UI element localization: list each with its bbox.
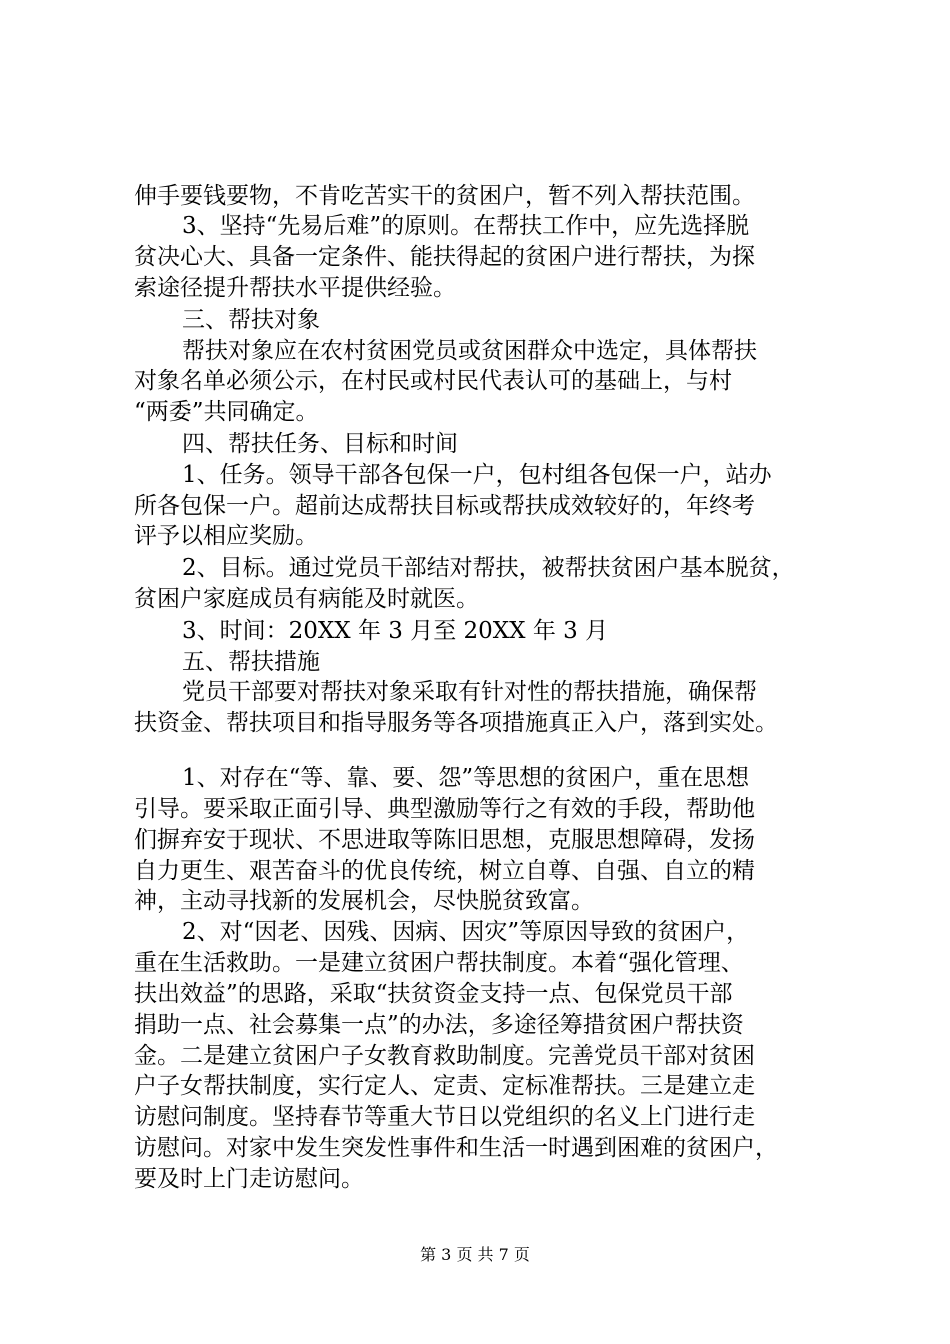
text-line: 伸手要钱要物，不肯吃苦实干的贫困户，暂不列入帮扶范围。: [134, 183, 755, 209]
text-line: 1、任务。领导干部各包保一户，包村组各包保一户，站办: [182, 462, 772, 488]
text-line: 五、帮扶措施: [182, 649, 320, 675]
text-line: 三、帮扶对象: [182, 307, 320, 333]
text-line: 们摒弃安于现状、不思进取等陈旧思想，克服思想障碍，发扬: [134, 827, 755, 853]
text-line: 对象名单必须公示，在村民或村民代表认可的基础上，与村: [134, 368, 732, 394]
text-line: 访慰问。对家中发生突发性事件和生活一时遇到困难的贫困户，: [134, 1135, 778, 1161]
text-line: 扶出效益”的思路，采取“扶贫资金支持一点、包保党员干部: [134, 981, 733, 1007]
text-line: 访慰问制度。坚持春节等重大节日以党组织的名义上门进行走: [134, 1104, 755, 1130]
text-line: 神，主动寻找新的发展机会，尽快脱贫致富。: [134, 888, 594, 914]
text-line: 2、对“因老、因残、因病、因灾”等原因导致的贫困户，: [182, 919, 750, 945]
text-line: 金。二是建立贫困户子女教育救助制度。完善党员干部对贫困: [134, 1043, 755, 1069]
text-line: 3、坚持“先易后难”的原则。在帮扶工作中，应先选择脱: [182, 213, 750, 239]
text-line: 户子女帮扶制度，实行定人、定责、定标准帮扶。三是建立走: [134, 1073, 755, 1099]
text-line: 要及时上门走访慰问。: [134, 1166, 364, 1192]
text-line: 党员干部要对帮扶对象采取有针对性的帮扶措施，确保帮: [182, 679, 757, 705]
text-line: 重在生活救助。一是建立贫困户帮扶制度。本着“强化管理、: [134, 950, 744, 976]
text-line: 自力更生、艰苦奋斗的优良传统，树立自尊、自强、自立的精: [134, 858, 755, 884]
text-line: 1、对存在“等、靠、要、怨”等思想的贫困户，重在思想: [182, 765, 750, 791]
text-line: 帮扶对象应在农村贫困党员或贫困群众中选定，具体帮扶: [182, 338, 757, 364]
text-line: 扶资金、帮扶项目和指导服务等各项措施真正入户，落到实处。: [134, 710, 778, 736]
text-line: 所各包保一户。超前达成帮扶目标或帮扶成效较好的，年终考: [134, 493, 755, 519]
text-line: 3、时间：20XX 年 3 月至 20XX 年 3 月: [182, 618, 609, 644]
text-line: 索途径提升帮扶水平提供经验。: [134, 275, 456, 301]
text-line: 捐助一点、社会募集一点”的办法，多途径筹措贫困户帮扶资: [134, 1012, 744, 1038]
text-line: “两委”共同确定。: [134, 399, 319, 425]
text-line: 四、帮扶任务、目标和时间: [182, 431, 458, 457]
text-line: 引导。要采取正面引导、典型激励等行之有效的手段，帮助他: [134, 796, 755, 822]
text-line: 评予以相应奖励。: [134, 523, 318, 549]
text-line: 2、目标。通过党员干部结对帮扶，被帮扶贫困户基本脱贫，: [182, 555, 795, 581]
text-line: 贫决心大、具备一定条件、能扶得起的贫困户进行帮扶，为探: [134, 244, 755, 270]
text-line: 贫困户家庭成员有病能及时就医。: [134, 586, 479, 612]
page-footer: 第 3 页 共 7 页: [420, 1245, 530, 1264]
